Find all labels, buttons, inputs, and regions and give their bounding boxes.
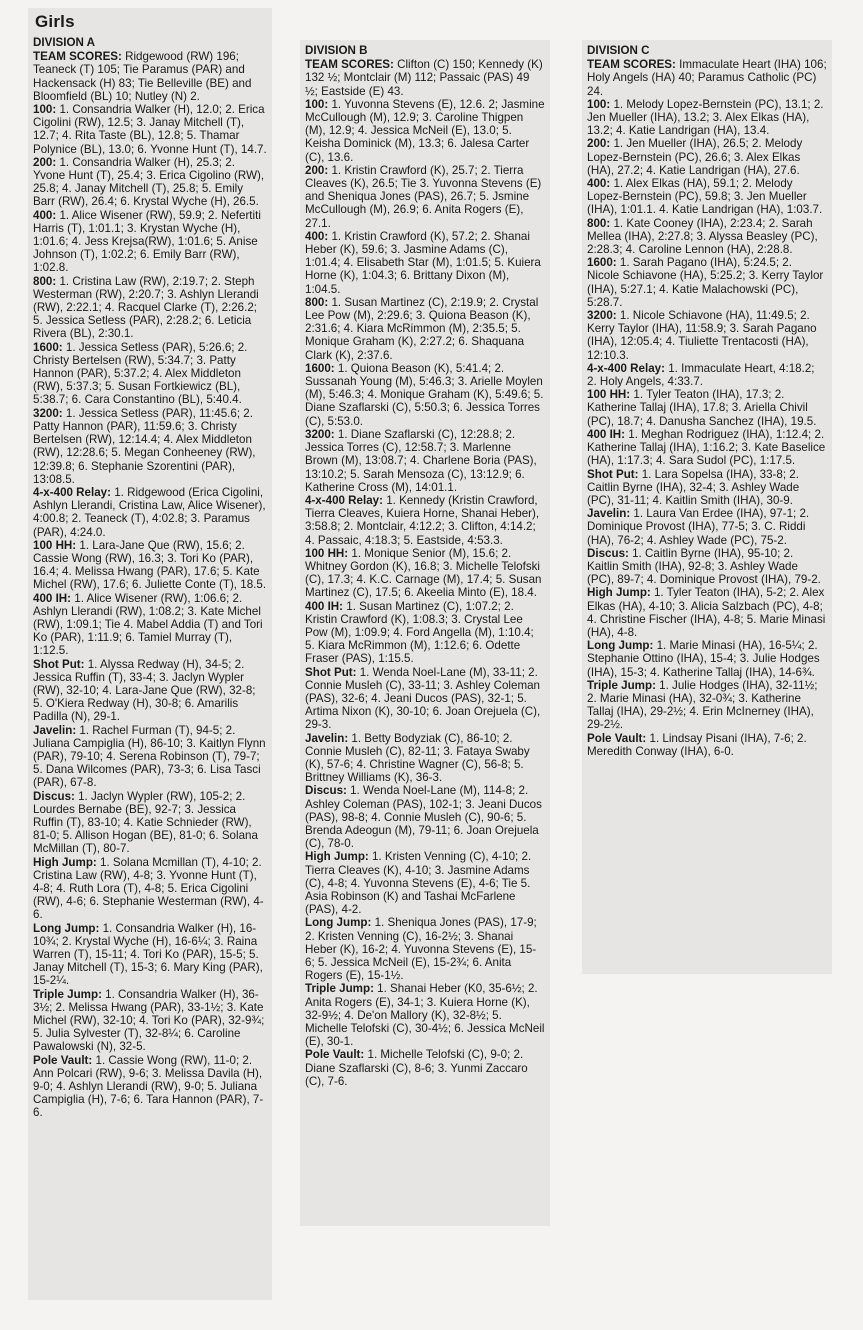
event-text: 1. Ridgewood (Erica Cigolini, Ashlyn Llerandi, Cristina Law, Alice Wisener), 4:00.8; 2. Teaneck (T), 4:02.8; 3. Paramus (PAR), 4:24.0. [33,485,266,539]
event-result [587,586,827,639]
event-text: 1. Immaculate Heart, 4:18.2; 2. Holy Angels, 4:33.7. [587,361,815,389]
event-result [587,468,827,508]
event-label: 3200: [305,427,335,441]
event-text: 1. Michelle Telofski (C), 9-0; 2. Diane Szaflarski (C), 8-6; 3. Yunmi Zaccaro (C), 7-6. [305,1048,528,1088]
event-text: 1. Caitlin Byrne (IHA), 95-10; 2. Kaitlin Smith (IHA), 92-8; 3. Ashley Wade (PC), 89-7; 4. Dominique Provost (IHA), 79-2. [587,546,821,587]
event-label: 4-x-400 Relay: [33,485,111,499]
event-label: Discus: [587,546,629,560]
event-result [587,137,827,177]
column-division-b [300,40,550,1226]
event-text: 1. Nicole Schiavone (HA), 11:49.5; 2. Kerry Taylor (IHA), 11:58.9; 3. Sarah Pagano (IHA), 12:05.4; 4. Tiuliette Trentacosti (HA), 12:10.3. [587,309,817,362]
event-result [587,639,827,679]
event-result [305,230,545,296]
event-result [587,388,827,428]
event-result [305,1048,545,1088]
event-text: 1. Kate Cooney (IHA), 2:23.4; 2. Sarah Mellea (IHA), 2:27.8; 3. Alyssa Beasley (PC), 2:28.3; 4. Caroline Lennon (HA), 2:28.8. [587,216,818,257]
event-text: 1. Monique Senior (M), 15.6; 2. Whitney Gordon (K), 16.8; 3. Michelle Telofski (C), 17.3; 4. K.C. Carnage (M), 17.4; 5. Susan Martinez (C), 17.5; 6. Akeelia Minto (E), 18.4. [305,546,542,600]
event-label: 400 IH: [305,599,344,613]
event-label: Triple Jump: [33,987,102,1001]
event-label: TEAM SCORES: [305,58,394,72]
event-label: Pole Vault: [33,1053,93,1067]
event-text: Clifton (C) 150; Kennedy (K) 132 ½; Montclair (M) 112; Passaic (PAS) 49 ½; Eastside (E) 43. [305,58,543,98]
event-text: 1. Shanai Heber (K0, 35-6½; 2. Anita Rogers (E), 34-1; 3. Kuiera Horne (K), 32-9½; 4. De'on Mallory (K), 32-8½; 5. Michelle Telofski (C), 30-4½; 6. Jessica McNeil (E), 30-1. [305,982,545,1049]
event-label: 100 HH: [33,538,77,552]
event-result [587,58,827,98]
event-text: 1. Jessica Setless (PAR), 5:26.6; 2. Christy Bertelsen (RW), 5:34.7; 3. Patty Hannon (PAR), 5:37.2; 4. Alex Middleton (RW), 5:37.3; 5. Susan Fortkiewicz (BL), 5:38.7; 6. Cara Constantino (BL), 5:40.4. [33,340,248,407]
event-result [33,592,267,658]
event-label: 1600: [305,361,335,375]
event-label: TEAM SCORES: [33,50,122,64]
event-text: 1. Quiona Beason (K), 5:41.4; 2. Sussanah Young (M), 5:46.3; 3. Arielle Moylen (M), 5:46.3; 4. Monique Graham (K), 5:49.6; 5. Diane Szaflarski (C), 5:50.3; 6. Jessica Torres (C), 5:53.0. [305,361,544,428]
event-text: 1. Susan Martinez (C), 1:07.2; 2. Kristin Crawford (K), 1:08.3; 3. Crystal Lee Pow (M), 1:09.9; 4. Ford Angella (M), 1:10.4; 5. Kiara McRimmon (M), 1:12.6; 6. Odette Fraser (PAS), 1:15.5. [305,599,534,666]
event-result [33,922,267,988]
event-label: 100: [33,103,57,117]
column-division-c [582,40,832,974]
event-text: 1. Alex Elkas (HA), 59.1; 2. Melody Lopez-Bernstein (PC), 59.8; 3. Jen Mueller (IHA), 1:01.1. 4. Katie Landrigan (HA), 1:03.7. [587,177,823,217]
event-text: 1. Jaclyn Wypler (RW), 105-2; 2. Lourdes Bernabe (BE), 92-7; 3. Jessica Ruffin (T), 83-10; 4. Katie Schnieder (RW), 81-0; 5. Allison Hogan (BE), 81-0; 6. Solana McMillan (T), 80-7. [33,789,258,856]
event-text: 1. Betty Bodyziak (C), 86-10; 2. Connie Musleh (C), 82-11; 3. Fataya Swaby (K), 57-6; 4. Christine Wagner (C), 56-8; 5. Brittney Williams (K), 36-3. [305,731,530,785]
event-text: 1. Lara-Jane Que (RW), 15.6; 2. Cassie Wong (RW), 16.3; 3. Tori Ko (PAR), 16.4; 4. Melissa Hwang (PAR), 17.6; 5. Kate Michel (RW), 17.6; 6. Juliette Conte (T), 18.5. [33,538,267,592]
event-label: Triple Jump: [587,678,656,692]
event-result [587,679,827,732]
event-text: 1. Cassie Wong (RW), 11-0; 2. Ann Polcari (RW), 9-6; 3. Melissa Davila (H), 9-0; 4. Ashlyn Llerandi (RW), 9-0; 5. Juliana Campiglia (H), 7-6; 6. Tara Hannon (PAR), 7-6. [33,1053,264,1120]
event-label: 1600: [587,256,617,270]
results-list [33,50,267,1119]
event-text: 1. Julie Hodges (IHA), 32-11½; 2. Marie Minasi (HA), 32-0¾; 3. Katherine Tallaj (IHA), 29-2½; 4. Erin McInerney (IHA), 29-2½. [587,678,818,732]
event-result [305,296,545,362]
division-title: DIVISION B [305,44,368,57]
event-text: 1. Marie Minasi (HA), 16-5¼; 2. Stephanie Ottino (IHA), 15-4; 3. Julie Hodges (IHA), 15-3; 4. Katherine Tallaj (IHA), 14-6¾. [587,639,820,679]
event-text: 1. Alyssa Redway (H), 34-5; 2. Jessica Ruffin (T), 33-4; 3. Jaclyn Wypler (RW), 32-10; 4. Lara-Jane Que (RW), 32-8; 5. O'Kiera Redway (H), 30-8; 6. Amarilis Padilla (N), 29-1. [33,657,256,724]
event-text: 1. Sarah Pagano (IHA), 5:24.5; 2. Nicole Schiavone (HA), 5:25.2; 3. Kerry Taylor (IHA), 5:27.1; 4. Katie Malachowski (PC), 5:28.7. [587,256,824,309]
event-result [33,486,267,539]
event-result [33,209,267,275]
event-label: Triple Jump: [305,982,374,996]
event-label: Shot Put: [587,467,639,481]
event-label: 400: [33,208,57,222]
event-label: TEAM SCORES: [587,58,676,72]
event-result [587,256,827,309]
event-result [305,428,545,494]
event-text: 1. Kristin Crawford (K), 25.7; 2. Tierra Cleaves (K), 26.5; Tie 3. Yuvonna Stevens (E) and Sheniqua Jones (PAS), 26.7; 5. Jsmine McCullough (M), 26.9; 6. Anita Rogers (E), 27.1. [305,163,542,230]
event-result [587,362,827,388]
event-label: 4-x-400 Relay: [587,361,665,375]
event-text: 1. Kennedy (Kristin Crawford, Tierra Cleaves, Kuiera Horne, Shanai Heber), 3:58.8; 2. Montclair, 4:12.2; 3. Clifton, 4:14.2; 4. Passaic, 4:18.3; 5. Eastside, 4:53.3. [305,493,540,547]
event-result [33,341,267,407]
event-result [305,732,545,785]
event-label: Pole Vault: [587,731,647,745]
event-text: 1. Alice Wisener (RW), 59.9; 2. Nefertiti Harris (T), 1:01.1; 3. Krystan Wyche (H), 1:01.6; 4. Jess Krejsa(RW), 1:01.6; 5. Anise Johnson (T), 1:02.2; 6. Emily Barr (RW), 1:02.8. [33,208,261,275]
event-text: 1. Diane Szaflarski (C), 12:28.8; 2. Jessica Torres (C), 12:58.7; 3. Marlenne Brown (M), 13:08.7; 4. Charlene Boria (PAS), 13:10.2; 5. Sarah Mensoza (C), 13:12.9; 6. Katherine Cross (M), 14:01.1. [305,427,537,494]
event-result [305,666,545,732]
event-result [587,732,827,758]
event-label: Javelin: [305,731,349,745]
event-result [305,547,545,600]
event-label: 3200: [33,406,63,420]
event-text: 1. Tyler Teaton (IHA), 17.3; 2. Katherine Tallaj (IHA), 17.8; 3. Ariella Chivil (PC), 18.7; 4. Danusha Sanchez (IHA), 19.5. [587,388,817,428]
event-text: 1. Consandria Walker (H), 12.0; 2. Erica Cigolini (RW), 12.5; 3. Janay Mitchell (T), 12.7; 4. Rita Taste (BL), 12.8; 5. Thamar Polynice (BL), 13.0; 6. Yvonne Hunt (T), 14.7. [33,103,267,156]
event-result [305,916,545,982]
event-result [33,724,267,790]
event-label: Long Jump: [305,916,372,930]
event-text: 1. Alice Wisener (RW), 1:06.6; 2. Ashlyn Llerandi (RW), 1:08.2; 3. Kate Michel (RW), 1:09.1; Tie 4. Mabel Addia (T) and Tori Ko (PAR), 1:11.9; 6. Tamiel Murray (T), 1:12.5. [33,591,263,658]
event-label: 100 HH: [305,546,349,560]
event-result [305,362,545,428]
event-label: Shot Put: [305,665,357,679]
event-text: 1. Melody Lopez-Bernstein (PC), 13.1; 2. Jen Mueller (IHA), 13.2; 3. Alex Elkas (HA), 13.2; 4. Katie Landrigan (HA), 13.4. [587,97,824,138]
event-text: 1. Jen Mueller (IHA), 26.5; 2. Melody Lopez-Bernstein (PC), 26.6; 3. Alex Elkas (HA), 27.2; 4. Katie Landrigan (HA), 27.6. [587,137,803,177]
event-label: High Jump: [587,586,651,600]
event-result [33,790,267,856]
event-label: 800: [33,274,57,288]
event-text: 1. Wenda Noel-Lane (M), 33-11; 2. Connie Musleh (C), 33-11; 3. Ashley Coleman (PAS), 32-6; 4. Jeani Ducos (PAS), 32-1; 5. Artima Nixon (K), 30-10; 6. Joan Orejuela (C), 29-3. [305,665,541,732]
event-result [305,982,545,1048]
event-result [33,407,267,486]
event-text: 1. Meghan Rodriguez (IHA), 1:12.4; 2. Katherine Tallaj (IHA), 1:16.2; 3. Kate Baselice (HA), 1:17.3; 4. Sara Sudol (PC), 1:17.5. [587,427,826,468]
column-division-a [28,8,272,1300]
event-text: 1. Kristen Venning (C), 4-10; 2. Tierra Cleaves (K), 4-10; 3. Jasmine Adams (C), 4-8; 4. Yuvonna Stevens (E), 4-6; Tie 5. Asia Robinson (K) and Tashai McFarlene (PAS), 4-2. [305,850,532,917]
event-label: 800: [587,216,611,230]
event-label: Long Jump: [587,639,654,653]
division-title: DIVISION A [33,36,96,49]
event-label: 1600: [33,340,63,354]
event-result [587,507,827,547]
event-result [305,98,545,164]
event-result [305,494,545,547]
event-result [305,58,545,98]
event-text: 1. Sheniqua Jones (PAS), 17-9; 2. Kristen Venning (C), 16-2½; 3. Shanai Heber (K), 16-2; 4. Yuvonna Stevens (E), 15-6; 5. Jessica McNeil (E), 15-2¾; 6. Anita Rogers (E), 15-1½. [305,916,537,983]
event-result [33,1054,267,1120]
event-result [305,600,545,666]
event-label: High Jump: [33,855,97,869]
event-label: Discus: [305,784,347,798]
event-result [305,164,545,230]
event-label: 3200: [587,309,617,323]
event-label: Pole Vault: [305,1048,365,1062]
event-result [33,275,267,341]
event-label: 400 IH: [33,591,72,605]
event-result [587,309,827,362]
event-result [587,217,827,257]
event-label: 400: [587,177,611,191]
event-label: 100 HH: [587,388,631,402]
event-label: Javelin: [587,507,631,521]
event-text: 1. Jessica Setless (PAR), 11:45.6; 2. Patty Hannon (PAR), 11:59.6; 3. Christy Bertelsen (RW), 12:14.4; 4. Alex Middleton (RW), 12:28.6; 5. Megan Conheeney (RW), 12:39.8; 6. Stephanie Szorentini (PAR), 13:08.5. [33,406,256,486]
event-text: Ridgewood (RW) 196; Teaneck (T) 105; Tie Paramus (PAR) and Hackensack (H) 83; Tie Belleville (BE) and Bloomfield (BL) 10; Nutley (N) 2. [33,50,252,103]
event-label: 100: [587,97,611,111]
event-text: 1. Consandria Walker (H), 25.3; 2. Yvone Hunt (T), 25.4; 3. Erica Cigolino (RW), 25.8; 4. Janay Mitchell (T), 25.8; 5. Emily Barr (RW), 26.4; 6. Krystal Wyche (H), 26.5. [33,155,265,209]
event-label: Shot Put: [33,657,85,671]
event-result [587,428,827,468]
event-text: 1. Laura Van Erdee (IHA), 97-1; 2. Dominique Provost (IHA), 77-5; 3. C. Riddi (HA), 76-2; 4. Ashley Wade (PC), 75-2. [587,507,810,547]
event-result [33,156,267,209]
event-text: 1. Kristin Crawford (K), 57.2; 2. Shanai Heber (K), 59.6; 3. Jasmine Adams (C), 1:01.4; 4. Elisabeth Star (M), 1:01.5; 5. Kuiera Horne (K), 1:04.3; 6. Brittany Dixon (M), 1:04.5. [305,229,541,296]
event-text: 1. Tyler Teaton (IHA), 5-2; 2. Alex Elkas (HA), 4-10; 3. Alicia Salzbach (PC), 4-8; 4. Christine Fischer (IHA), 4-8; 5. Marie Minasi (HA), 4-8. [587,586,826,639]
event-result [587,547,827,587]
event-result [33,988,267,1054]
event-label: Long Jump: [33,921,100,935]
event-text: 1. Cristina Law (RW), 2:19.7; 2. Steph Westerman (RW), 2:20.7; 3. Ashlyn Llerandi (RW), 2:22.1; 4. Racquel Clarke (T), 2:26.2; 5. Jessica Setless (PAR), 2:28.2; 6. Leticia Rivera (BL), 2:30.1. [33,274,259,341]
event-result [587,177,827,217]
event-result [33,50,267,103]
event-text: 1. Susan Martinez (C), 2:19.9; 2. Crystal Lee Pow (M), 2:29.6; 3. Quiona Beason (K), 2:31.6; 4. Kiara McRimmon (M), 2:35.5; 5. Monique Graham (K), 2:27.2; 6. Shaquana Clark (K), 2:37.6. [305,295,539,362]
event-label: 200: [305,163,329,177]
event-text: Immaculate Heart (IHA) 106; Holy Angels (HA) 40; Paramus Catholic (PC) 24. [587,58,827,98]
event-text: 1. Yuvonna Stevens (E), 12.6. 2; Jasmine McCullough (M), 12.9; 3. Caroline Thigpen (M), 12.9; 4. Jessica McNeil (E), 13.0; 5. Keisha Dominick (M), 13.3; 6. Jalesa Carter (C), 13.6. [305,97,545,164]
event-result [587,98,827,138]
event-text: 1. Lindsay Pisani (IHA), 7-6; 2. Meredith Conway (IHA), 6-0. [587,731,807,758]
event-text: 1. Wenda Noel-Lane (M), 114-8; 2. Ashley Coleman (PAS), 102-1; 3. Jeani Ducos (PAS), 98-8; 4. Connie Musleh (C), 90-6; 5. Brenda Adeogun (M), 79-11; 6. Joan Orejuela (C), 78-0. [305,784,542,851]
section-heading: Girls [35,12,75,31]
event-text: 1. Rachel Furman (T), 94-5; 2. Juliana Campiglia (H), 86-10; 3. Kaitlyn Flynn (PAR), 79-10; 4. Serena Robinson (T), 79-7; 5. Dana Wilcomes (PAR), 73-3; 6. Lisa Tasci (PAR), 67-8. [33,723,266,790]
event-text: 1. Consandria Walker (H), 16-10¾; 2. Krystal Wyche (H), 16-6¼; 3. Raina Warren (T), 15-11; 4. Tori Ko (PAR), 15-5; 5. Janay Mitchell (T), 15-3; 6. Mary King (PAR), 15-2¼. [33,921,263,988]
results-list [305,58,545,1088]
event-label: Javelin: [33,723,77,737]
event-result [305,850,545,916]
event-text: 1. Solana Mcmillan (T), 4-10; 2. Cristina Law (RW), 4-8; 3. Yvonne Hunt (T), 4-8; 4. Ruth Lora (T), 4-8; 5. Erica Cigolini (RW), 4-6; 6. Stephanie Westerman (RW), 4-6. [33,855,264,922]
event-label: 800: [305,295,329,309]
results-list [587,58,827,758]
event-text: 1. Lara Sopelsa (IHA), 33-8; 2. Caitlin Byrne (IHA), 32-4; 3. Ashley Wade (PC), 31-11; 4. Kaitlin Smith (IHA), 30-9. [587,467,800,507]
event-result [33,658,267,724]
event-label: 100: [305,97,329,111]
event-label: 200: [587,137,611,151]
event-label: 200: [33,155,57,169]
event-label: High Jump: [305,850,369,864]
event-text: 1. Consandria Walker (H), 36-3½; 2. Melissa Hwang (PAR), 33-1½; 3. Kate Michel (RW), 32-10; 4. Tori Ko (PAR), 32-9¾; 5. Julia Sylvester (T), 32-8¼; 6. Caroline Pawalowski (N), 32-5. [33,987,265,1054]
event-result [33,103,267,156]
event-result [305,784,545,850]
event-label: 400: [305,229,329,243]
event-label: 400 IH: [587,427,626,441]
event-result [33,856,267,922]
event-result [33,539,267,592]
division-title: DIVISION C [587,44,650,57]
event-label: Discus: [33,789,75,803]
event-label: 4-x-400 Relay: [305,493,383,507]
